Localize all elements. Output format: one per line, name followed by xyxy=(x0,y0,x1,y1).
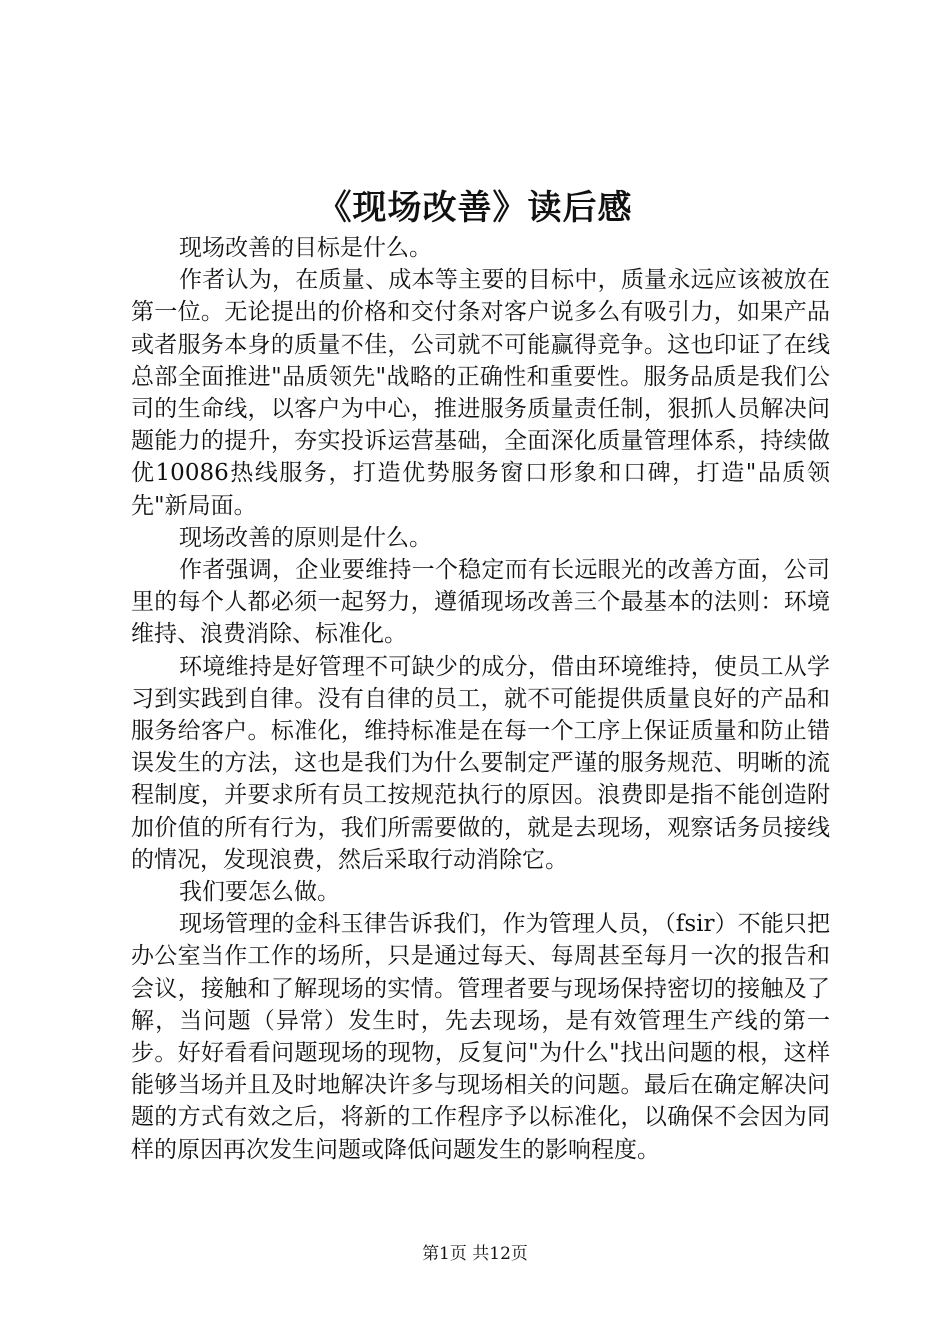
paragraph-question-how: 我们要怎么做。 xyxy=(179,879,340,906)
paragraph-three-rules: 作者强调，企业要维持一个稳定而有长远眼光的改善方面，公司里的每个人都必须一起努力，遵循现场改善三个最基本的法则：环境维持、浪费消除、标准化。 xyxy=(131,557,830,648)
paragraph-gemba-management: 现场管理的金科玉律告诉我们，作为管理人员，（fsir）不能只把办公室当作工作的场所，只是通过每天、每周甚至每月一次的报告和会议，接触和了解现场的实情。管理者要与现场保持密切的接触及了解，当问题（异常）发生时，先去现场，是有效管理生产线的第一步。好好看看问题现场的现物，反复问"为什么"找出问题的根，这样能够当场并且及时地解决许多与现场相关的问题。最后在确定解决问题的方式有效之后，将新的工作程序予以标准化，以确保不会因为同样的原因再次发生问题或降低问题发生的影响程度。 xyxy=(131,911,830,1163)
document-body xyxy=(131,232,830,1166)
page-footer: 第1页 共12页 xyxy=(422,1244,528,1264)
paragraph-quality-first: 作者认为，在质量、成本等主要的目标中，质量永远应该被放在第一位。无论提出的价格和交付条对客户说多么有吸引力，如果产品或者服务本身的质量不佳，公司就不可能赢得竞争。这也印证了在线总部全面推进"品质领先"战略的正确性和重要性。服务品质是我们公司的生命线，以客户为中心，推进服务质量责任制，狠抓人员解决问题能力的提升，夯实投诉运营基础，全面深化质量管理体系，持续做优10086热线服务，打造优势服务窗口形象和口碑，打造"品质领先"新局面。 xyxy=(131,267,830,519)
paragraph-question-goal: 现场改善的目标是什么。 xyxy=(179,235,432,261)
paragraph-rules-explained: 环境维持是好管理不可缺少的成分，借由环境维持，使员工从学习到实践到自律。没有自律的员工，就不可能提供质量良好的产品和服务给客户。标准化，维持标准是在每一个工序上保证质量和防止错误发生的方法，这也是我们为什么要制定严谨的服务规范、明晰的流程制度，并要求所有员工按规范执行的原因。浪费即是指不能创造附加价值的所有行为，我们所需要做的，就是去现场，观察话务员接线的情况，发现浪费，然后采取行动消除它。 xyxy=(131,653,830,873)
document-title: 《现场改善》读后感 xyxy=(317,188,633,228)
paragraph-question-principle: 现场改善的原则是什么。 xyxy=(179,524,432,551)
